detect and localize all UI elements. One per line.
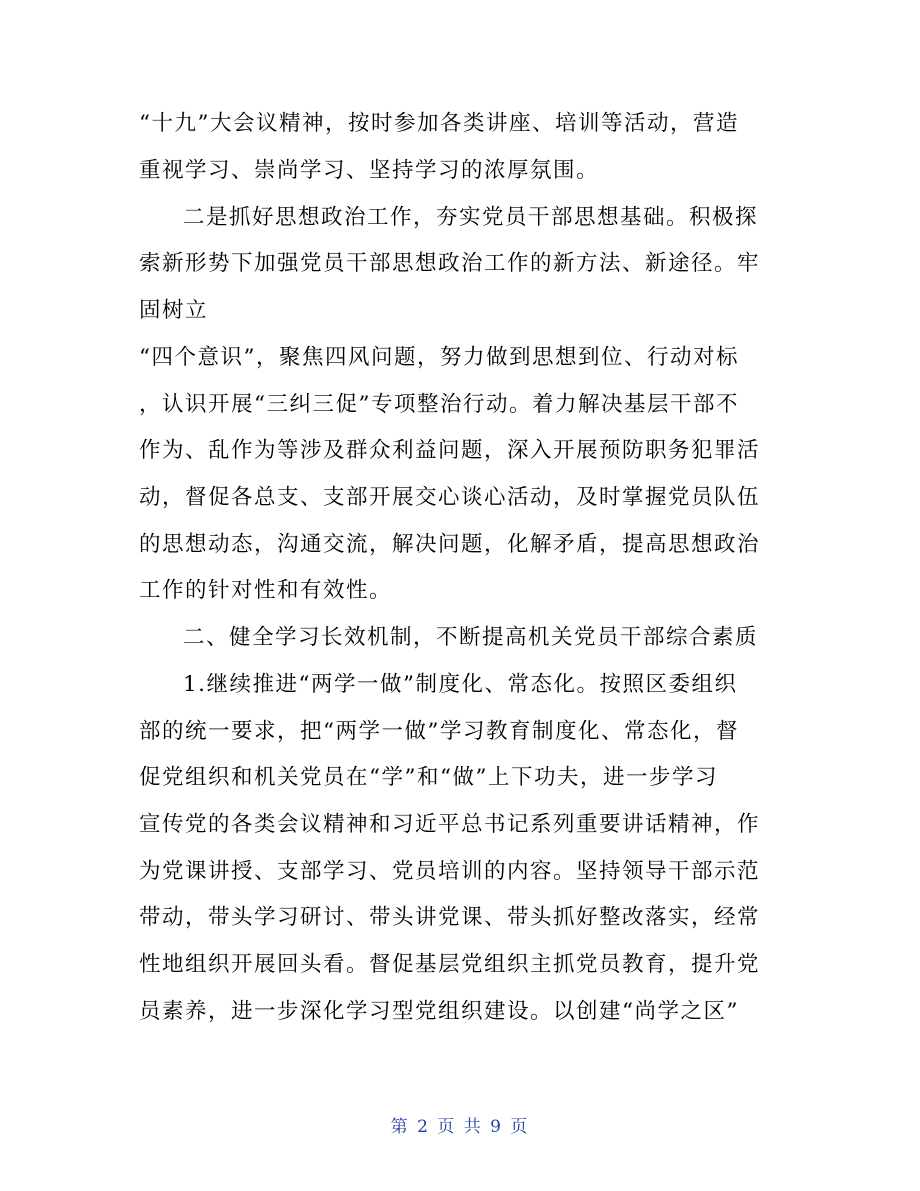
text-line: 重视学习、崇尚学习、坚持学习的浓厚氛围。 [139, 158, 600, 183]
text-line: 促党组织和机关党员在“学”和“做”上下功夫，进一步学习 [139, 765, 718, 790]
text-line: 为党课讲授、支部学习、党员培训的内容。坚持领导干部示范 [139, 859, 761, 884]
text-line: ，认识开展“三纠三促”专项整治行动。着力解决基层干部不 [139, 392, 739, 417]
text-line: 二是抓好思想政治工作，夯实党员干部思想基础。积极探 [183, 205, 759, 230]
text-line: “四个意识”，聚焦四风问题，努力做到思想到位、行动对标 [139, 345, 739, 370]
text-line: 员素养，进一步深化学习型党组织建设。以创建“尚学之区” [139, 999, 739, 1024]
text-line: 固树立 [139, 298, 209, 323]
text-line: 动，督促各总支、支部开展交心谈心活动，及时掌握党员队伍 [139, 485, 761, 510]
text-line: “十九”大会议精神，按时参加各类讲座、培训等活动，营造 [139, 111, 739, 136]
text-line: 宣传党的各类会议精神和习近平总书记系列重要讲话精神，作 [139, 812, 761, 837]
text-line: 作为、乱作为等涉及群众利益问题，深入开展预防职务犯罪活 [139, 438, 761, 463]
text-line: 工作的针对性和有效性。 [139, 578, 393, 603]
text-line: 的思想动态，沟通交流，解决问题，化解矛盾，提高思想政治 [139, 532, 761, 557]
text-line: 性地组织开展回头看。督促基层党组织主抓党员教育，提升党 [139, 952, 761, 977]
text-line: 索新形势下加强党员干部思想政治工作的新方法、新途径。牢 [139, 251, 761, 276]
page-number-footer: 第 2 页 共 9 页 [390, 1117, 530, 1137]
text-line: 部的统一要求，把“两学一做”学习教育制度化、常态化，督 [139, 719, 739, 744]
section-heading: 二、健全学习长效机制，不断提高机关党员干部综合素质 [183, 625, 759, 650]
text-line: 1.继续推进“两学一做”制度化、常态化。按照区委组织 [183, 672, 738, 697]
text-line: 带动，带头学习研讨、带头讲党课、带头抓好整改落实，经常 [139, 905, 761, 930]
